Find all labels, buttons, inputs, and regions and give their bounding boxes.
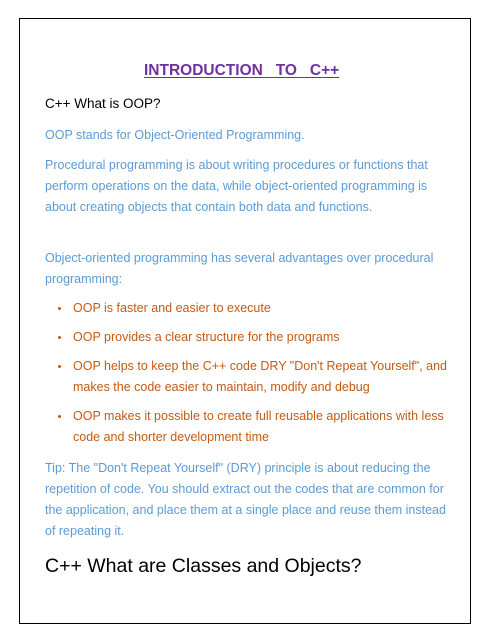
paragraph-procedural-vs-oop: Procedural programming is about writing procedures or functions that perform operations on the data, while object-oriented programming is about creating objects that contain both data and functions. — [45, 158, 428, 214]
section-heading-what-is-oop: C++ What is OOP? — [45, 96, 161, 111]
list-item-text: OOP provides a clear structure for the programs — [73, 330, 340, 344]
list-item-text: OOP helps to keep the C++ code DRY "Don't Repeat Yourself", and makes the code easier to maintain, modify and debug — [73, 359, 448, 394]
bullet-icon — [58, 336, 61, 339]
paragraph-dry-tip: Tip: The "Don't Repeat Yourself" (DRY) principle is about reducing the repetition of code. You should extract out the codes that are common for the application, and place them at a single place and reuse them instead of repeating it. — [45, 461, 446, 538]
list-item-text: OOP makes it possible to create full reusable applications with less code and shorter development time — [73, 409, 444, 444]
paragraph-advantages-intro: Object-oriented programming has several advantages over procedural programming: — [45, 251, 434, 286]
document-title: INTRODUCTION TO C++ — [144, 62, 340, 79]
bullet-icon — [58, 307, 61, 310]
bullet-icon — [58, 415, 61, 418]
list-item — [55, 406, 450, 448]
list-item — [55, 298, 450, 319]
list-item — [55, 356, 450, 398]
bullet-icon — [58, 365, 61, 368]
section-heading-classes-and-objects: C++ What are Classes and Objects? — [45, 555, 362, 577]
paragraph-oop-definition: OOP stands for Object-Oriented Programming. — [45, 128, 305, 142]
advantages-list — [55, 298, 450, 456]
list-item — [55, 327, 450, 348]
list-item-text: OOP is faster and easier to execute — [73, 301, 271, 315]
